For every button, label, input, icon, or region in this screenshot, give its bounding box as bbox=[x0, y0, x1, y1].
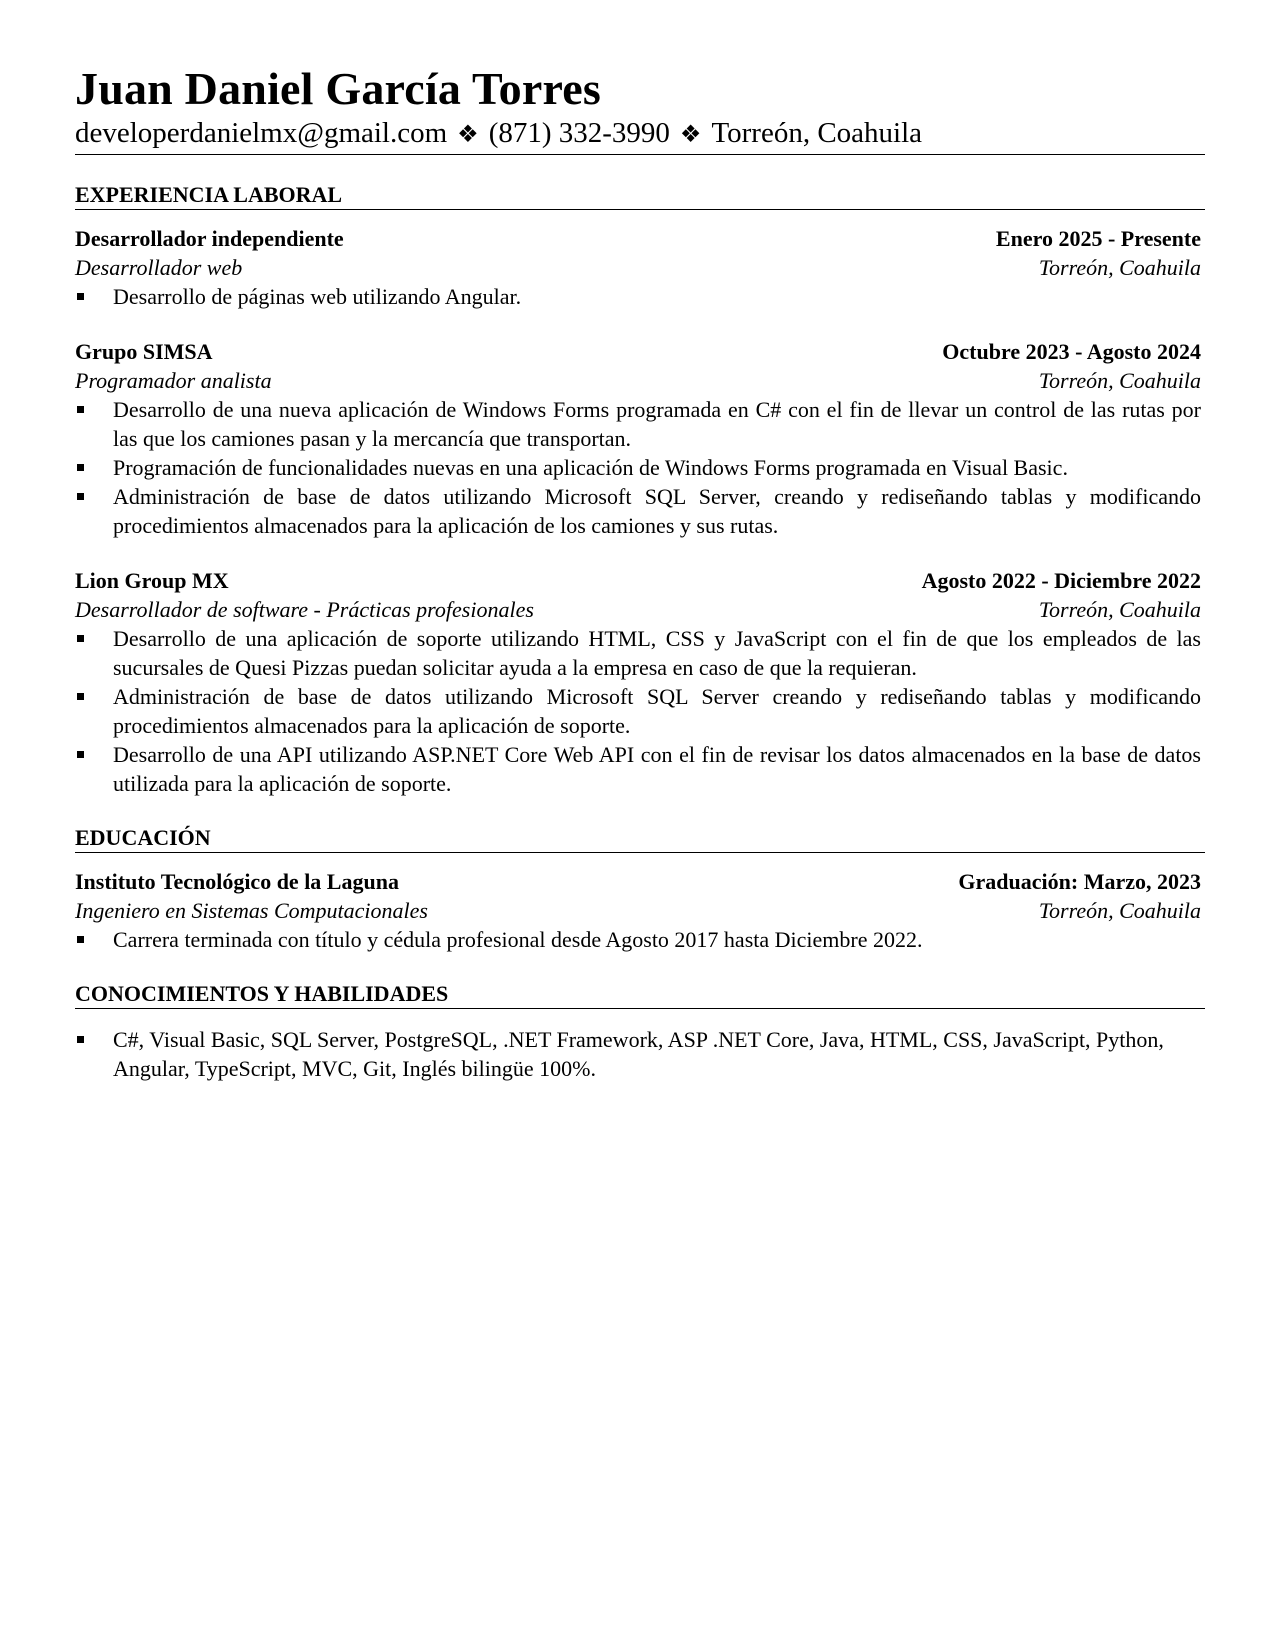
bullet-item: Programación de funcionalidades nuevas en una aplicación de Windows Forms programada en Visual Basic. bbox=[75, 453, 1205, 482]
experience-section-title: EXPERIENCIA LABORAL bbox=[75, 155, 1205, 210]
bullet-item: C#, Visual Basic, SQL Server, PostgreSQL, .NET Framework, ASP .NET Core, Java, HTML, CSS, JavaScript, Python, Angular, TypeScript, MVC, Git, Inglés bilingüe 100%. bbox=[75, 1025, 1205, 1083]
job-dates: Enero 2025 - Presente bbox=[995, 226, 1201, 251]
job-bullets bbox=[75, 282, 1205, 311]
bullet-item: Desarrollo de una aplicación de soporte utilizando HTML, CSS y JavaScript con el fin de que los empleados de las sucursales de Quesi Pizzas puedan solicitar ayuda a la empresa en caso de que la requieran. bbox=[75, 624, 1205, 682]
contact-line bbox=[75, 116, 1205, 155]
bullet-item: Desarrollo de una nueva aplicación de Windows Forms programada en C# con el fin de llevar un control de las rutas por las que los camiones pasan y la mercancía que transportan. bbox=[75, 395, 1205, 453]
skills-entry bbox=[75, 1025, 1205, 1083]
degree-name: Ingeniero en Sistemas Computacionales bbox=[75, 898, 428, 923]
job-role: Desarrollador web bbox=[75, 255, 243, 280]
company-name: Desarrollador independiente bbox=[75, 226, 344, 251]
education-bullets bbox=[75, 925, 1205, 954]
experience-entry bbox=[75, 337, 1205, 540]
job-location: Torreón, Coahuila bbox=[1038, 255, 1201, 280]
bullet-item: Administración de base de datos utilizando Microsoft SQL Server, creando y rediseñando tablas y modificando procedimientos almacenados para la aplicación de los camiones y sus rutas. bbox=[75, 482, 1205, 540]
job-bullets bbox=[75, 395, 1205, 540]
skills-section-title: CONOCIMIENTOS Y HABILIDADES bbox=[75, 954, 1205, 1009]
school-location: Torreón, Coahuila bbox=[1038, 898, 1201, 923]
school-name: Instituto Tecnológico de la Laguna bbox=[75, 869, 399, 894]
education-entry bbox=[75, 867, 1205, 954]
graduation-date: Graduación: Marzo, 2023 bbox=[958, 869, 1201, 894]
job-dates: Octubre 2023 - Agosto 2024 bbox=[942, 339, 1201, 364]
education-section-title: EDUCACIÓN bbox=[75, 798, 1205, 853]
skills-bullets bbox=[75, 1025, 1205, 1083]
job-bullets bbox=[75, 624, 1205, 798]
phone-text: (871) 332-3990 bbox=[488, 117, 670, 149]
separator-icon: ❖ bbox=[679, 122, 702, 148]
candidate-name: Juan Daniel García Torres bbox=[75, 63, 601, 114]
separator-icon: ❖ bbox=[457, 122, 479, 148]
bullet-item: Desarrollo de una API utilizando ASP.NET Core Web API con el fin de revisar los datos almacenados en la base de datos utilizada para la aplicación de soporte. bbox=[75, 740, 1205, 798]
job-role: Programador analista bbox=[75, 368, 272, 393]
experience-entry bbox=[75, 566, 1205, 798]
resume-page bbox=[75, 62, 1205, 1083]
bullet-item: Desarrollo de páginas web utilizando Angular. bbox=[75, 282, 1205, 311]
job-location: Torreón, Coahuila bbox=[1038, 597, 1201, 622]
company-name: Lion Group MX bbox=[75, 568, 229, 593]
job-dates: Agosto 2022 - Diciembre 2022 bbox=[921, 568, 1201, 593]
bullet-item: Carrera terminada con título y cédula profesional desde Agosto 2017 hasta Diciembre 2022. bbox=[75, 925, 1205, 954]
job-location: Torreón, Coahuila bbox=[1038, 368, 1201, 393]
company-name: Grupo SIMSA bbox=[75, 339, 213, 364]
experience-entry bbox=[75, 224, 1205, 311]
job-role: Desarrollador de software - Prácticas profesionales bbox=[75, 597, 534, 622]
location-text: Torreón, Coahuila bbox=[711, 117, 923, 149]
email-text: developerdanielmx@gmail.com bbox=[75, 117, 448, 149]
bullet-item: Administración de base de datos utilizando Microsoft SQL Server creando y rediseñando tablas y modificando procedimientos almacenados para la aplicación de soporte. bbox=[75, 682, 1205, 740]
